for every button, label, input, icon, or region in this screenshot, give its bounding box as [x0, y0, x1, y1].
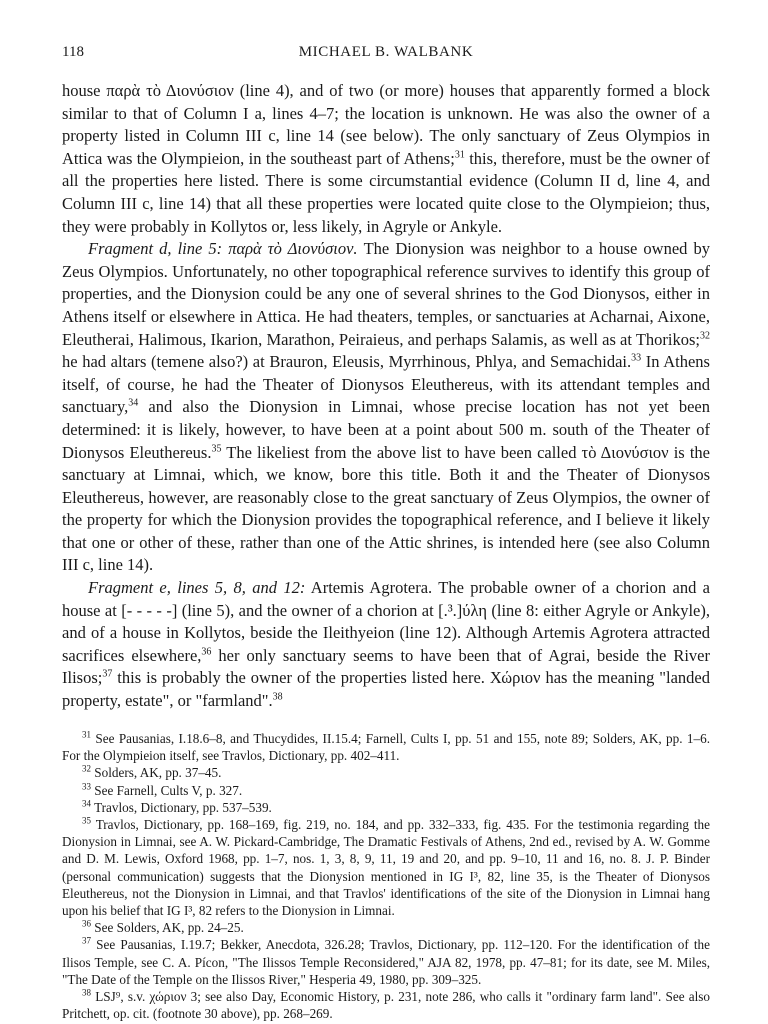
paragraph-text: her only sanctuary seems to have been that of Agrai, beside the River Ilisos;	[62, 645, 710, 688]
paragraph-lead: Fragment d, line 5: παρὰ τὸ Διονύσιον.	[88, 239, 358, 259]
footnote-ref[interactable]: 32	[700, 330, 710, 342]
footnote-ref[interactable]: 31	[454, 149, 465, 161]
footnote-text: Solders, AK, pp. 37–45.	[94, 765, 222, 781]
footnotes	[62, 730, 710, 1022]
paragraph-lead: Fragment e, lines 5, 8, and 12:	[88, 578, 306, 598]
footnote-text: See Pausanias, I.18.6–8, and Thucydides, II.15.4; Farnell, Cults I, pp. 51 and 155, note 89; Solders, AK, pp. 1–6. For the Olympieion itself, see Travlos, Dictionary, pp. 402–411.	[62, 731, 710, 764]
footnote-number: 34	[82, 798, 91, 809]
footnote-text: See Farnell, Cults V, p. 327.	[94, 782, 243, 798]
footnote	[62, 936, 710, 988]
footnote-text: Travlos, Dictionary, pp. 168–169, fig. 219, no. 184, and pp. 332–333, fig. 435. For the testimonia regarding the Dionysion in Limnai, see A. W. Pickard-Cambridge, The Dramatic Festivals of Athens, 2nd ed., revised by A. W. Gomme and D. M. Lewis, Oxford 1968, pp. 1–7, nos. 1, 3, 8, 9, 11, 19 and 20, and pp. 9–10, 11 and 16, no. 8. J. P. Binder (personal communication) suggests that the Dionysion mentioned in IG I³, 82, line 35, is the Theater of Dionysos Eleuthereus, not the Dionysion in Limnai, and that Travlos' identifications of the site of the Dionysion in Limnai hang upon his belief that IG I³, 82 refers to the Dionysion in Limnai.	[62, 817, 710, 919]
footnote-number: 31	[82, 729, 91, 740]
footnote-ref[interactable]: 37	[102, 668, 113, 680]
footnote-ref[interactable]: 35	[211, 443, 222, 454]
footnote-text: LSJ⁹, s.v. χώριον 3; see also Day, Economic History, p. 231, note 286, who calls it "ordinary farm land". See also Pritchett, op. cit. (footnote 30 above), pp. 268–269.	[62, 989, 711, 1022]
footnote-number: 32	[82, 764, 91, 775]
footnote-ref[interactable]: 34	[128, 397, 139, 409]
footnote-number: 38	[82, 987, 91, 998]
footnote-text: See Solders, AK, pp. 24–25.	[94, 920, 244, 936]
paragraph-text: and also the Dionysion in Limnai, whose precise location has not yet been determined: it is likely, however, to have been at a point about 500 m. south of the Theater of Dionysos Eleuthereus.	[62, 397, 710, 462]
paragraph-text: The likeliest from the above list to have been called τὸ Διονύσιον is the sanctuary at Limnai, which, we know, bore this title. Both it and the Theater of Dionysos Eleuthereus, however, are reasonably close to the great sanctuary of Zeus Olympios, the owner of the property for which the Dionysion provides the topographical reference, and I believe it likely that one or other of these, rather than one of the Attic shrines, is intended here (see also Column III c, line 14).	[62, 442, 710, 575]
footnote	[62, 799, 710, 816]
footnote	[62, 764, 710, 781]
footnote-text: Travlos, Dictionary, pp. 537–539.	[94, 799, 272, 815]
running-head: MICHAEL B. WALBANK	[298, 44, 474, 60]
footnote-ref[interactable]: 36	[201, 646, 212, 658]
footnote-number: 37	[82, 936, 91, 947]
footnote	[62, 782, 710, 799]
footnote	[62, 816, 710, 919]
footnote-ref[interactable]: 38	[272, 691, 283, 703]
paragraph-text: he had altars (temene also?) at Brauron, Eleusis, Myrrhinous, Phlya, and Semachidai.	[62, 352, 632, 372]
footnote-number: 35	[82, 815, 91, 826]
page-number: 118	[62, 44, 84, 60]
paragraph	[62, 577, 710, 713]
paragraph-text: this is probably the owner of the properties listed here. Χώριον has the meaning "landed property, estate", or "farmland".	[62, 668, 710, 711]
paragraph-text: The Dionysion was neighbor to a house owned by Zeus Olympios. Unfortunately, no other topographical reference survives to identify this group of properties, and the Dionysion could be any one of several shrines to the God Dionysos, either in Athens itself or elsewhere in Attica. He had theaters, temples, or sanctuaries at Acharnai, Aixone, Eleutherai, Halimous, Ikarion, Marathon, Peiraieus, and perhaps Salamis, as well as at Thorikos;	[62, 239, 710, 349]
paragraph-text: house παρὰ τὸ Διονύσιον (line 4), and of two (or more) houses that apparently formed a block similar to that of Column I a, lines 4–7; the location is unknown. He was also the owner of a property listed in Column III c, line 14 (see below). The only sanctuary of Zeus Olympios in Attica was the Olympieion, in the southeast part of Athens;	[62, 81, 710, 168]
paragraph-text: In Athens itself, of course, he had the Theater of Dionysos Eleuthereus, with its attendant temples and sanctuary,	[62, 352, 710, 417]
footnote-ref[interactable]: 33	[631, 352, 642, 364]
page-header	[62, 44, 710, 64]
footnote	[62, 730, 710, 764]
footnote-number: 36	[82, 918, 91, 929]
paragraph-text: Artemis Agrotera. The probable owner of a chorion and a house at [- - - - -] (line 5), and the owner of a chorion at [.³.]ύλη (line 8: either Agryle or Ankyle), and of a house in Kollytos, beside the Ileithyeion (line 12). Although Artemis Agrotera attracted sacrifices elsewhere,	[62, 578, 711, 665]
paragraph	[62, 238, 710, 577]
paragraph	[62, 80, 710, 238]
footnote	[62, 919, 710, 936]
paragraph-text: this, therefore, must be the owner of all the properties here listed. There is some circumstantial evidence (Column II d, line 4, and Column III c, line 14) that all these properties were located quite close to the Olympieion; thus, they were probably in Kollytos or, less likely, in Agryle or Ankyle.	[62, 148, 710, 236]
footnote-text: See Pausanias, I.19.7; Bekker, Anecdota, 326.28; Travlos, Dictionary, pp. 112–120. For the identification of the Ilisos Temple, see C. A. Pícon, "The Ilissos Temple Reconsidered," AJA 82, 1978, pp. 47–81; for its date, see M. Miles, "The Date of the Temple on the Ilissos River," Hesperia 49, 1980, pp. 309–325.	[62, 937, 710, 987]
footnote-number: 33	[82, 781, 91, 792]
main-text	[62, 80, 710, 713]
footnote	[62, 988, 710, 1022]
